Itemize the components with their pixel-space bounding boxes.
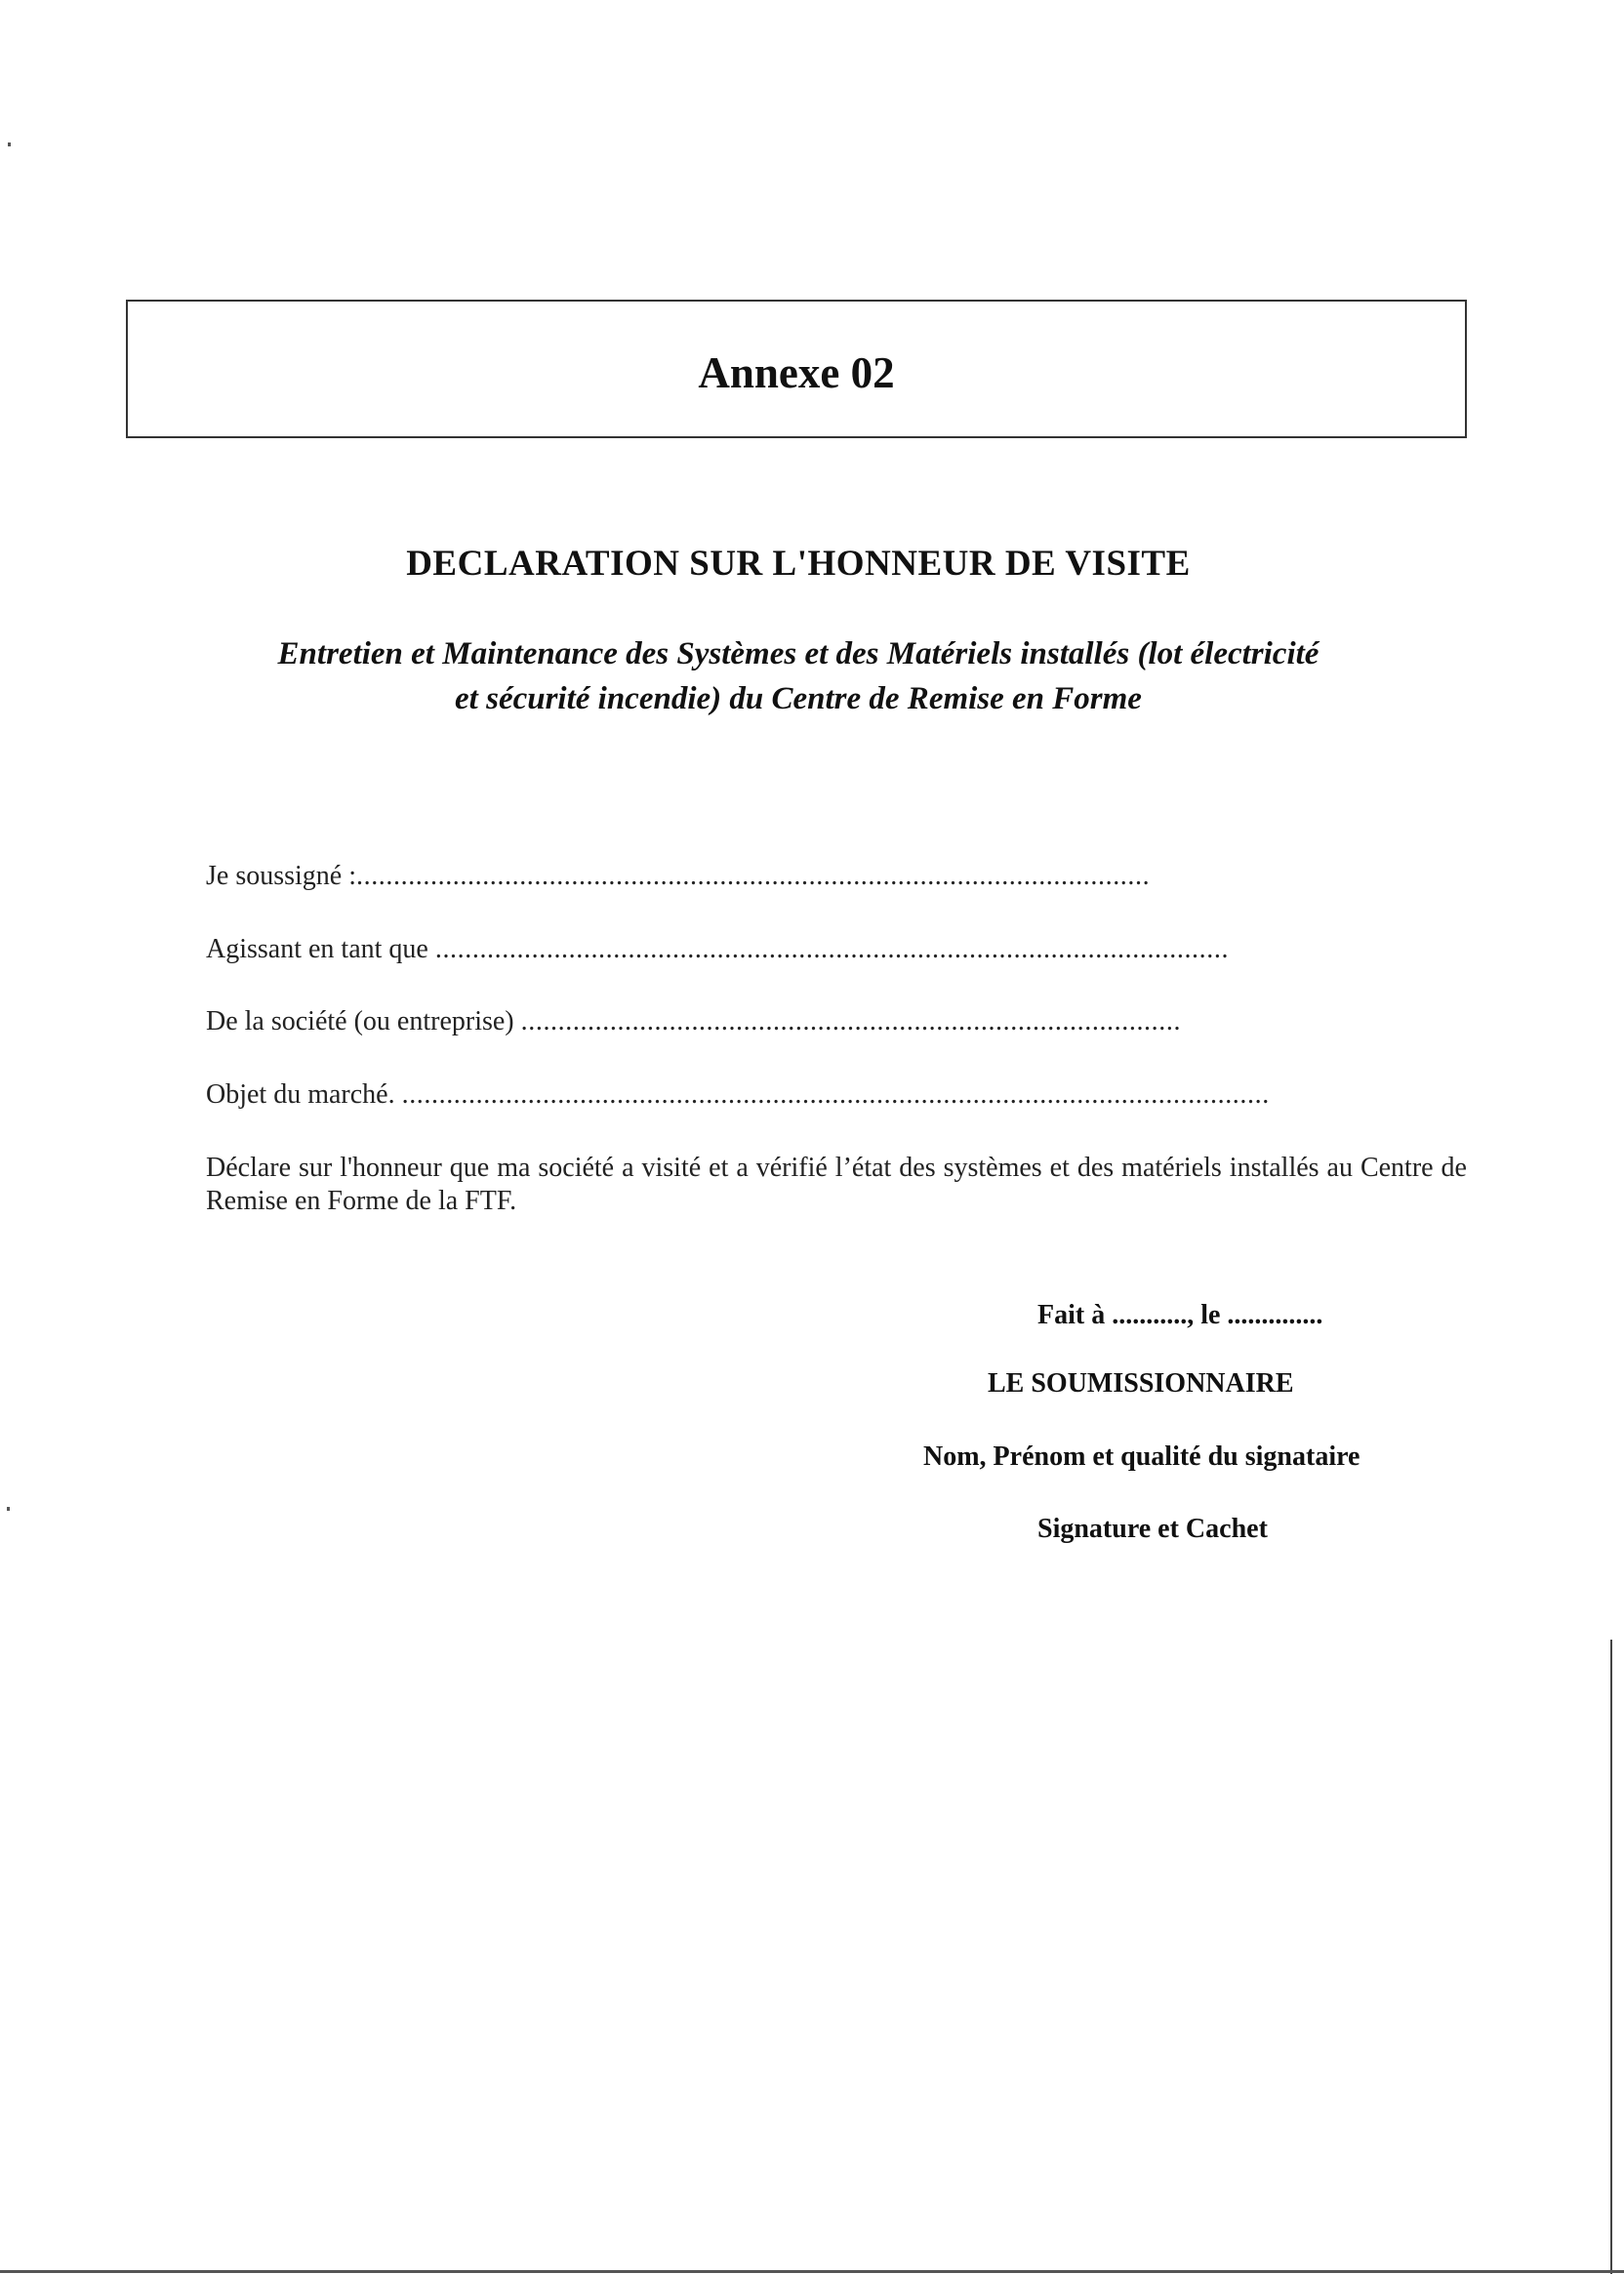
declaration-title: DECLARATION SUR L'HONNEUR DE VISITE (406, 544, 1191, 584)
subtitle-line-2: et sécurité incendie) du Centre de Remise en Forme (455, 681, 1142, 716)
field-agissant (206, 934, 1229, 965)
annex-title: Annexe 02 (698, 348, 895, 397)
field-objet-label: Objet du marché. (206, 1079, 395, 1110)
declaration-text: Déclare sur l'honneur que ma société a visité et a vérifié l’état des systèmes et des matériels installés au Centre de Remise en Forme de la FTF. (206, 1153, 1467, 1216)
signature-stamp-label: Signature et Cachet (1037, 1514, 1268, 1544)
bidder-label: LE SOUMISSIONNAIRE (988, 1368, 1294, 1399)
field-soussigne-dots: ........................................................................................................... (356, 861, 1151, 891)
field-objet (206, 1079, 1270, 1111)
scan-speck-middle (7, 1507, 10, 1511)
field-objet-dots: ..................................................................................................................... (401, 1079, 1270, 1110)
scan-speck-top (8, 142, 11, 146)
declaration-subtitle (146, 631, 1450, 721)
field-agissant-label: Agissant en tant que (206, 934, 428, 964)
field-societe-label: De la société (ou entreprise) (206, 1006, 514, 1036)
annex-header-box (126, 300, 1467, 438)
scan-edge-line (1610, 1640, 1612, 2274)
field-soussigne-label: Je soussigné : (206, 861, 356, 891)
field-societe-dots: ......................................................................................... (520, 1006, 1182, 1036)
place-date-line: Fait à ..........., le .............. (1037, 1300, 1323, 1330)
signatory-name-label: Nom, Prénom et qualité du signataire (923, 1442, 1360, 1472)
field-agissant-dots: ........................................................................................................... (434, 934, 1230, 964)
scan-bottom-edge (0, 2270, 1624, 2273)
field-soussigne (206, 861, 1150, 892)
subtitle-line-1: Entretien et Maintenance des Systèmes et des Matériels installés (lot électricité (277, 636, 1320, 671)
field-societe (206, 1006, 1181, 1037)
